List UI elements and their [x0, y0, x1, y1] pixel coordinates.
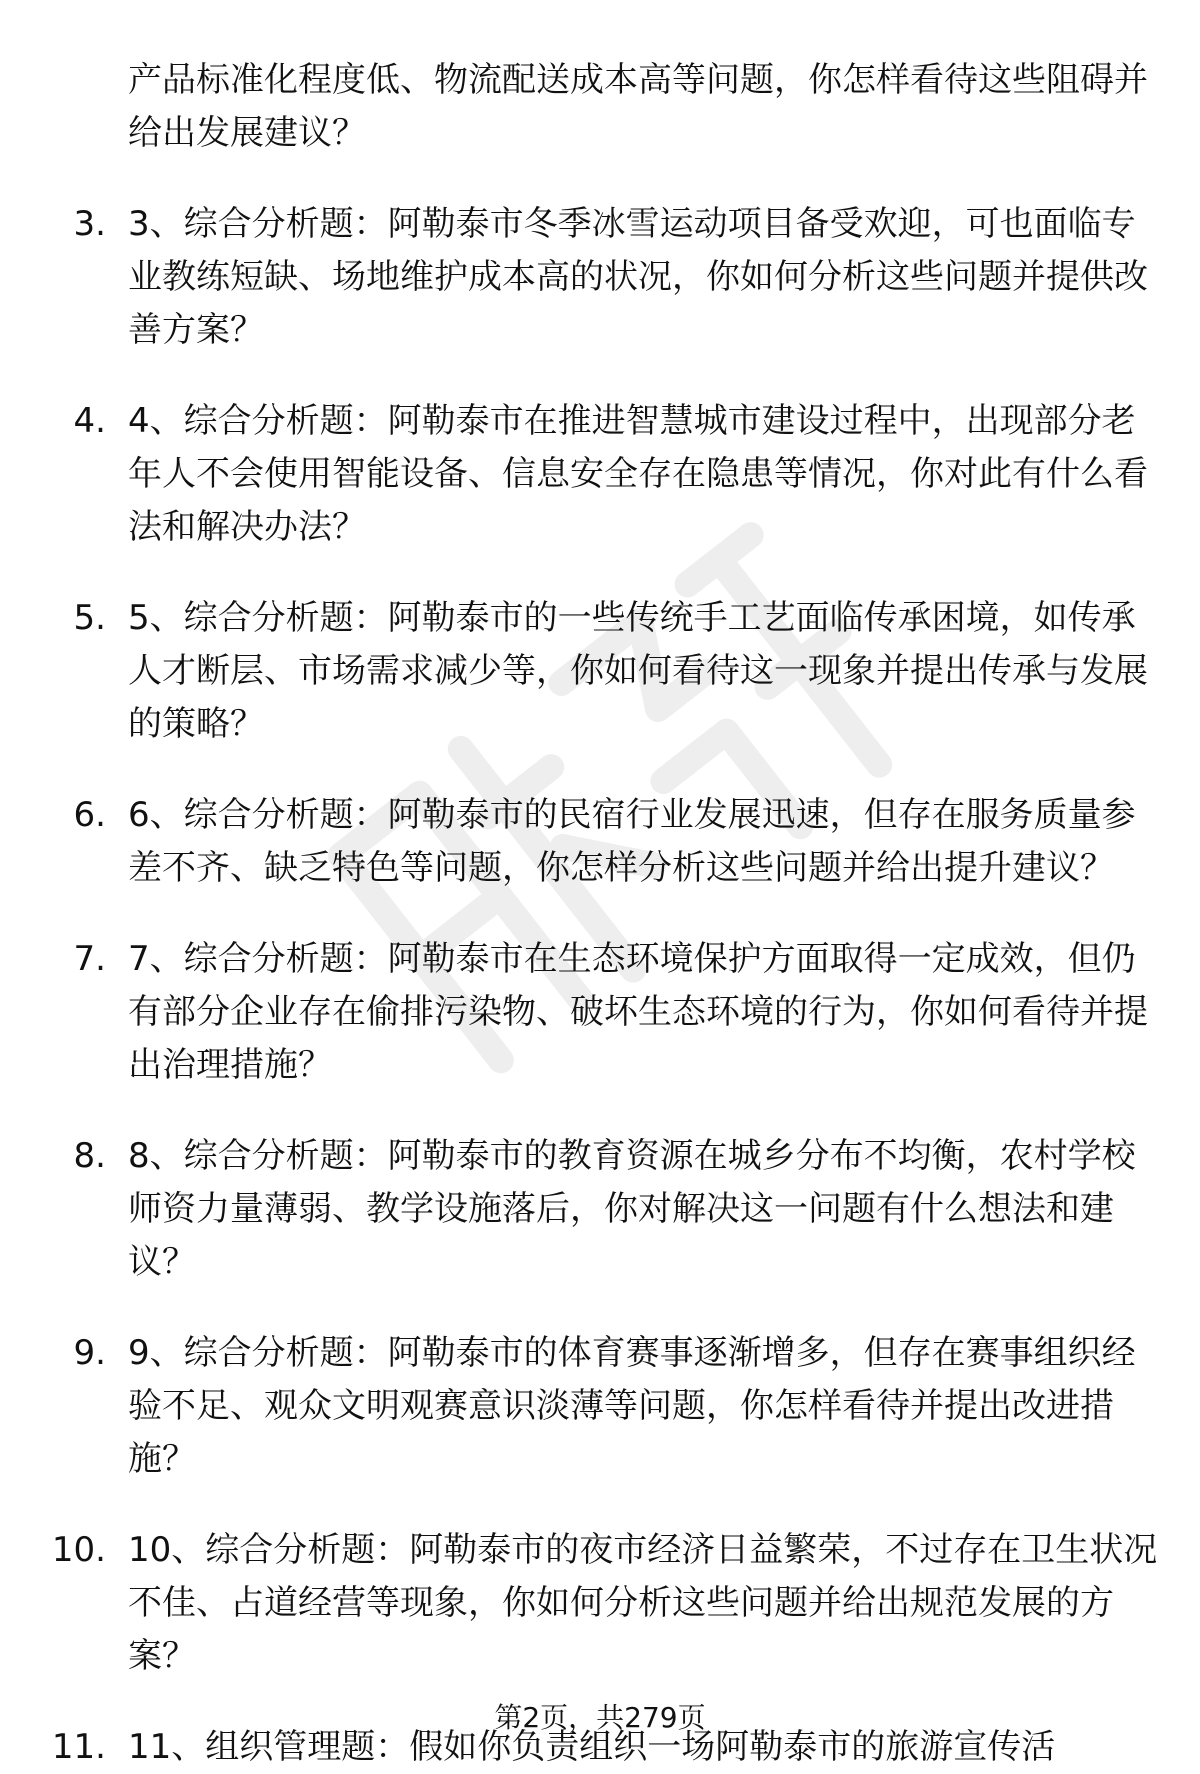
question-number: 3.	[73, 204, 106, 244]
question-number: 9.	[73, 1333, 106, 1373]
list-item	[0, 789, 1200, 895]
list-item	[0, 198, 1200, 357]
question-text: 9、综合分析题：阿勒泰市的体育赛事逐渐增多，但存在赛事组织经验不足、观众文明观赛意识淡薄等问题，你怎样看待并提出改进措施？	[128, 1333, 1136, 1479]
question-number: 11.	[51, 1727, 106, 1767]
list-item	[0, 933, 1200, 1092]
question-text: 11、组织管理题：假如你负责组织一场阿勒泰市的旅游宣传活	[128, 1727, 1056, 1767]
list-item	[0, 1327, 1200, 1486]
question-number: 7.	[73, 939, 106, 979]
question-number: 4.	[73, 401, 106, 441]
question-text: 8、综合分析题：阿勒泰市的教育资源在城乡分布不均衡，农村学校师资力量薄弱、教学设施落后，你对解决这一问题有什么想法和建议？	[128, 1136, 1136, 1282]
question-text: 7、综合分析题：阿勒泰市在生态环境保护方面取得一定成效，但仍有部分企业存在偷排污染物、破坏生态环境的行为，你如何看待并提出治理措施？	[128, 939, 1148, 1085]
page-footer: 第2页，共279页	[494, 1701, 706, 1734]
question-text: 6、综合分析题：阿勒泰市的民宿行业发展迅速，但存在服务质量参差不齐、缺乏特色等问题，你怎样分析这些问题并给出提升建议？	[128, 795, 1136, 888]
list-item	[0, 395, 1200, 554]
question-list	[0, 54, 1200, 1774]
question-text: 10、综合分析题：阿勒泰市的夜市经济日益繁荣，不过存在卫生状况不佳、占道经营等现象，你如何分析这些问题并给出规范发展的方案？	[128, 1530, 1158, 1676]
list-item	[0, 1130, 1200, 1289]
question-text: 4、综合分析题：阿勒泰市在推进智慧城市建设过程中，出现部分老年人不会使用智能设备、信息安全存在隐患等情况，你对此有什么看法和解决办法？	[128, 401, 1148, 547]
list-item	[0, 1524, 1200, 1683]
continuation-text: 产品标准化程度低、物流配送成本高等问题，你怎样看待这些阻碍并给出发展建议？	[128, 60, 1148, 153]
question-number: 5.	[73, 598, 106, 638]
list-item	[0, 592, 1200, 751]
question-text: 3、综合分析题：阿勒泰市冬季冰雪运动项目备受欢迎，可也面临专业教练短缺、场地维护成本高的状况，你如何分析这些问题并提供改善方案？	[128, 204, 1148, 350]
question-number: 8.	[73, 1136, 106, 1176]
question-text: 5、综合分析题：阿勒泰市的一些传统手工艺面临传承困境，如传承人才断层、市场需求减少等，你如何看待这一现象并提出传承与发展的策略？	[128, 598, 1148, 744]
question-number: 10.	[51, 1530, 106, 1570]
question-number: 6.	[73, 795, 106, 835]
